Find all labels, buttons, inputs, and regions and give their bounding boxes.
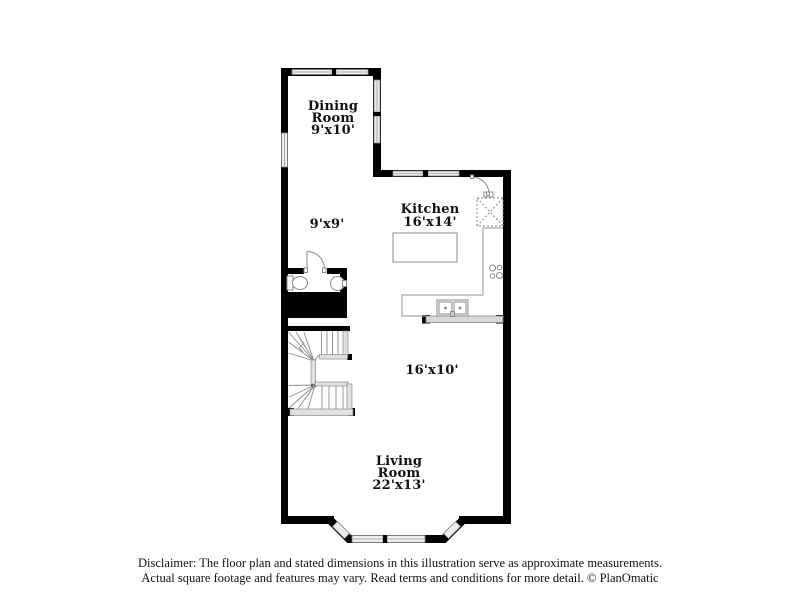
- door-swing-arc: [472, 177, 489, 194]
- door-jamb: [487, 192, 490, 196]
- disclaimer: [0, 556, 800, 586]
- room-dimensions: 9'x9': [309, 217, 345, 232]
- stove-icon: [490, 265, 503, 279]
- room-name: Dining: [307, 99, 359, 114]
- room-dimensions: 9'x10': [310, 123, 356, 138]
- disclaimer-line-1: Disclaimer: The floor plan and stated dimensions in this illustration serve as approximate measurements.: [138, 556, 662, 570]
- mullion: [383, 535, 387, 543]
- room-dimensions: 16'x10': [405, 363, 459, 378]
- wall-bottom-right: [459, 516, 511, 524]
- kitchen-island: [393, 233, 457, 262]
- wall-stair-top: [281, 326, 350, 331]
- mullion: [332, 68, 336, 76]
- wall-right: [503, 170, 511, 524]
- mullion: [423, 170, 428, 177]
- bathroom-door: [304, 252, 326, 273]
- room-name: Living: [375, 454, 423, 469]
- wall-bottom-left: [281, 516, 334, 524]
- half-wall-counter: [426, 316, 503, 323]
- room-name: Room: [377, 466, 421, 481]
- wall-bath-top-left: [281, 268, 304, 274]
- door-jamb: [471, 175, 474, 179]
- room-name: Kitchen: [400, 202, 460, 217]
- room-dimensions: 22'x13': [372, 478, 426, 493]
- room-name: Room: [311, 111, 355, 126]
- kitchen-sink-icon: [437, 300, 468, 317]
- door-jamb: [323, 268, 327, 273]
- disclaimer-line-2: Actual square footage and features may vary. Read terms and conditions for more detail. © PlanOmatic: [141, 571, 659, 585]
- room-label-hall: [310, 217, 345, 232]
- pantry-xbox-icon: [477, 198, 503, 226]
- door-jamb: [304, 268, 308, 273]
- room-label-kitchen: [401, 202, 460, 230]
- room-dimensions: 16'x14': [403, 215, 457, 230]
- room-label-dining: [308, 99, 358, 138]
- room-label-living: [372, 454, 425, 493]
- toilet-icon: [287, 276, 308, 290]
- mullion: [373, 112, 381, 116]
- stairs: [289, 331, 354, 416]
- wall-solid-chase: [284, 292, 347, 318]
- room-label-family-area: [405, 363, 458, 378]
